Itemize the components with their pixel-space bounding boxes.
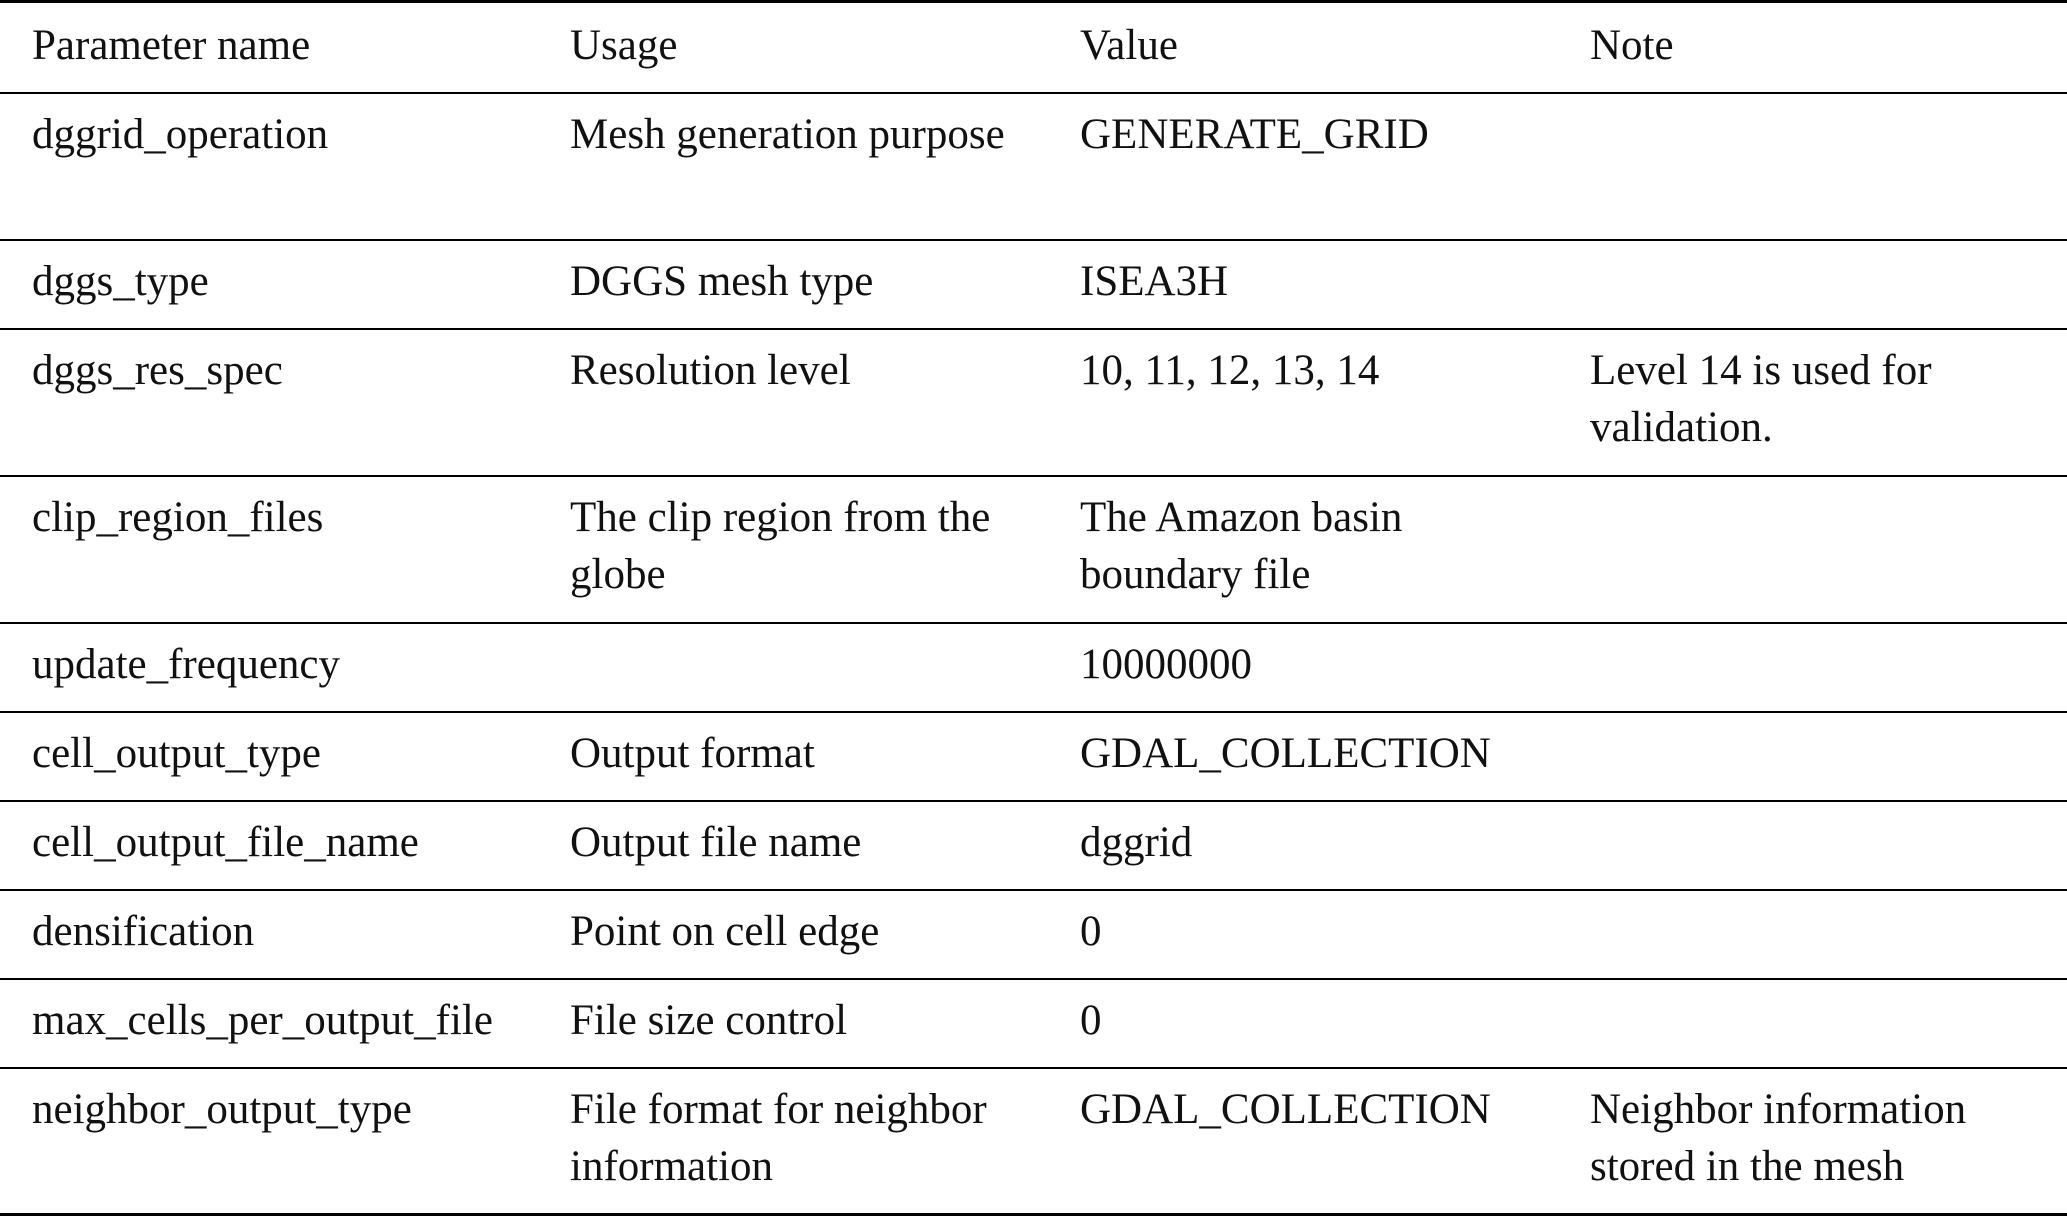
usage-cell xyxy=(538,623,1048,712)
table-header-row xyxy=(0,2,2067,93)
param-cell: cell_output_file_name xyxy=(0,801,538,890)
param-cell: update_frequency xyxy=(0,623,538,712)
value-cell: dggrid xyxy=(1048,801,1558,890)
note-cell xyxy=(1558,623,2067,712)
value-cell: 10000000 xyxy=(1048,623,1558,712)
usage-cell: File format for neighbor information xyxy=(538,1068,1048,1215)
value-cell: 0 xyxy=(1048,979,1558,1068)
note-cell xyxy=(1558,712,2067,801)
table-row xyxy=(0,1068,2067,1215)
usage-cell: Mesh generation purpose xyxy=(538,93,1048,240)
param-cell: densification xyxy=(0,890,538,979)
usage-cell: Point on cell edge xyxy=(538,890,1048,979)
table-row xyxy=(0,240,2067,329)
usage-cell: Output format xyxy=(538,712,1048,801)
param-cell: neighbor_output_type xyxy=(0,1068,538,1215)
table-row xyxy=(0,476,2067,623)
usage-cell: File size control xyxy=(538,979,1048,1068)
note-cell xyxy=(1558,890,2067,979)
table-row xyxy=(0,329,2067,476)
table-row xyxy=(0,890,2067,979)
value-cell: 0 xyxy=(1048,890,1558,979)
value-cell: 10, 11, 12, 13, 14 xyxy=(1048,329,1558,476)
usage-cell: Resolution level xyxy=(538,329,1048,476)
param-cell: max_cells_per_output_file xyxy=(0,979,538,1068)
note-cell xyxy=(1558,979,2067,1068)
value-cell: GENERATE_GRID xyxy=(1048,93,1558,240)
note-cell xyxy=(1558,476,2067,623)
usage-cell: Output file name xyxy=(538,801,1048,890)
param-cell: dggrid_operation xyxy=(0,93,538,240)
note-cell: Level 14 is used for validation. xyxy=(1558,329,2067,476)
header-usage: Usage xyxy=(538,2,1048,93)
table-row xyxy=(0,93,2067,240)
table-row xyxy=(0,712,2067,801)
value-cell: GDAL_COLLECTION xyxy=(1048,1068,1558,1215)
value-cell: ISEA3H xyxy=(1048,240,1558,329)
param-cell: dggs_res_spec xyxy=(0,329,538,476)
note-cell xyxy=(1558,240,2067,329)
usage-cell: The clip region from the globe xyxy=(538,476,1048,623)
value-cell: The Amazon basin boundary file xyxy=(1048,476,1558,623)
value-cell: GDAL_COLLECTION xyxy=(1048,712,1558,801)
param-cell: cell_output_type xyxy=(0,712,538,801)
header-note: Note xyxy=(1558,2,2067,93)
note-cell xyxy=(1558,801,2067,890)
note-cell xyxy=(1558,93,2067,240)
table-row xyxy=(0,623,2067,712)
header-parameter-name: Parameter name xyxy=(0,2,538,93)
usage-cell: DGGS mesh type xyxy=(538,240,1048,329)
note-cell: Neighbor information stored in the mesh xyxy=(1558,1068,2067,1215)
table-row xyxy=(0,801,2067,890)
table-row xyxy=(0,979,2067,1068)
param-cell: dggs_type xyxy=(0,240,538,329)
header-value: Value xyxy=(1048,2,1558,93)
param-cell: clip_region_files xyxy=(0,476,538,623)
